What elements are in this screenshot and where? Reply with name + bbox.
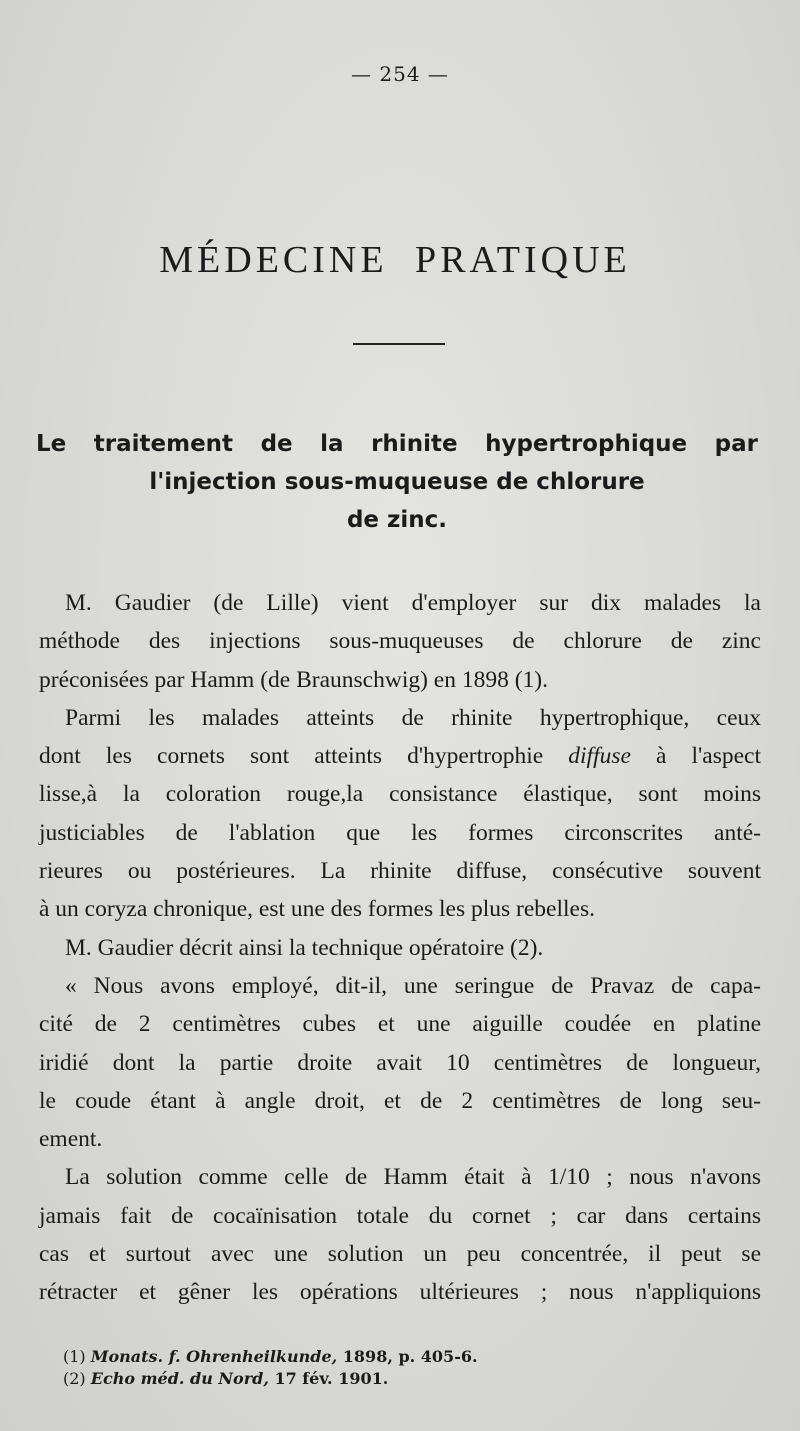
body-line: jamais fait de cocaïnisation totale du cornet ; car dans certains xyxy=(39,1202,761,1229)
footnote-1 xyxy=(63,1346,763,1368)
body-line: justiciables de l'ablation que les formes circonscrites anté- xyxy=(39,819,761,846)
body-line: iridié dont la partie droite avait 10 centimètres de longueur, xyxy=(39,1049,761,1076)
section-title: MÉDECINE PRATIQUE xyxy=(159,239,631,281)
article-title xyxy=(36,425,758,539)
body-line: cité de 2 centimètres cubes et une aiguille coudée en platine xyxy=(39,1011,761,1038)
body-line: le coude étant à angle droit, et de 2 centimètres de long seu- xyxy=(39,1087,761,1114)
footnote-2 xyxy=(63,1368,763,1390)
footnote-marker: (2) xyxy=(63,1369,86,1388)
footnote-detail: 1898, p. 405-6. xyxy=(337,1347,478,1366)
body-line xyxy=(39,737,761,775)
body-line: M. Gaudier décrit ainsi la technique opératoire (2). xyxy=(65,934,544,961)
footnote-marker: (1) xyxy=(63,1347,86,1366)
body-line: ement. xyxy=(39,1126,103,1153)
footnote-source: Monats. f. Ohrenheilkunde, xyxy=(90,1347,338,1366)
body-line: M. Gaudier (de Lille) vient d'employer sur dix malades la xyxy=(65,590,761,616)
body-text: à l'aspect xyxy=(630,743,761,770)
title-divider xyxy=(353,343,445,345)
article-body xyxy=(39,584,761,1312)
body-line: à un coryza chronique, est une des formes les plus rebelles. xyxy=(39,896,595,923)
body-line: méthode des injections sous-muqueuses de chlorure de zinc xyxy=(39,628,761,655)
body-line: lisse,à la coloration rouge,la consistance élastique, sont moins xyxy=(39,781,761,808)
body-line: rétracter et gêner les opérations ultérieures ; nous n'appliquions xyxy=(39,1279,761,1306)
body-line: cas et surtout avec une solution un peu concentrée, il peut se xyxy=(39,1241,761,1268)
body-line: « Nous avons employé, dit-il, une seringue de Pravaz de capa- xyxy=(65,972,761,999)
footnote-source: Echo méd. du Nord, xyxy=(90,1369,269,1388)
article-title-line: l'injection sous-muqueuse de chlorure xyxy=(149,469,645,495)
body-line: Parmi les malades atteints de rhinite hypertrophique, ceux xyxy=(65,704,761,731)
footnote-detail: 17 fév. 1901. xyxy=(268,1369,389,1388)
body-text: dont les cornets sont atteints d'hypertrophie xyxy=(39,743,569,770)
article-title-line: de zinc. xyxy=(346,507,448,533)
page-number: — 254 — xyxy=(351,62,449,86)
footnotes xyxy=(63,1346,763,1390)
article-title-line: Le traitement de la rhinite hypertrophique par xyxy=(36,431,758,457)
body-line: préconisées par Hamm (de Braunschwig) en 1898 (1). xyxy=(39,666,549,693)
emphasis-text: diffuse xyxy=(568,743,631,770)
body-line: rieures ou postérieures. La rhinite diffuse, consécutive souvent xyxy=(39,858,761,885)
body-line: La solution comme celle de Hamm était à 1/10 ; nous n'avons xyxy=(65,1164,761,1191)
